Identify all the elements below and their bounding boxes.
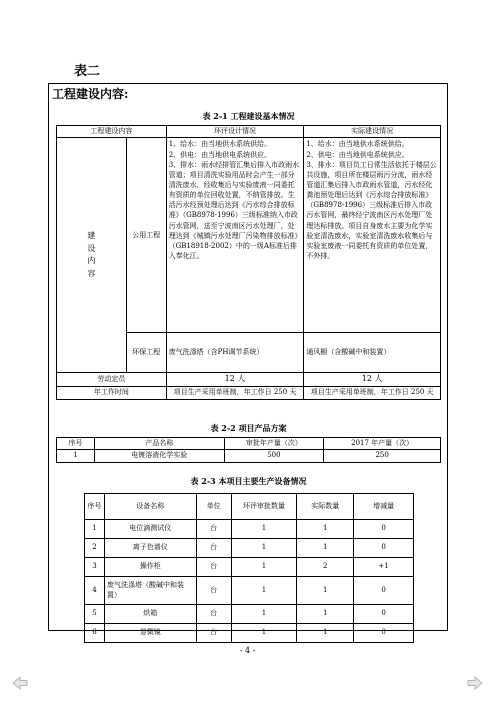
cell-approved: 1 — [231, 558, 297, 577]
table-row — [57, 138, 441, 333]
cell-name: 烘箱 — [104, 605, 196, 624]
table3-caption: 表 2-3 本项目主要生产设备情况 — [190, 476, 307, 486]
table2-caption: 表 2-2 项目产品方案 — [210, 423, 287, 433]
cell-actual: 2 — [297, 558, 354, 577]
cell-delta: 0 — [354, 539, 414, 558]
actual-cell: 通风橱（含酸碱中和装置） — [304, 333, 441, 373]
cell-actual: 1 — [297, 539, 354, 558]
header-cell: 产品名称 — [94, 438, 224, 450]
header-cell: 序号 — [57, 438, 95, 450]
cell-approved: 1 — [231, 577, 297, 605]
cell-unit: 台 — [196, 624, 231, 643]
design-cell: 废气洗涤塔（含PH调节系统） — [166, 333, 304, 373]
cell-no: 1 — [57, 450, 95, 462]
cell-actual: 250 — [324, 450, 441, 462]
cell-name: 电镀溶液化学实验 — [94, 450, 224, 462]
actual-cell: 项目生产采用单班制，年工作日 250 天 — [304, 387, 441, 399]
table-row — [57, 387, 441, 399]
actual-cell: 1、给水：由当地供水系统供给。 2、供电：由当地供电系统供应。 3、排水：项目员工日常生活依托于楼层公共设施，项目所在楼层雨污分流，雨水经管道汇集后排入市政雨水管道，污水经化粪池预处理后达到《污水综合排放标准》（GB8978-1996）三级标准后排入市政污水管网，最终经宁波南区污水处理厂处理达标排放。项目自身废水主要为化学实验室清洗废水，实验室清洗废水收集后与实验室废液一同委托有资质的单位处置，不外排。 — [304, 138, 441, 333]
cell-approved: 1 — [231, 539, 297, 558]
cell-delta: 0 — [354, 520, 414, 539]
cell-actual: 1 — [297, 605, 354, 624]
table-row — [85, 558, 414, 577]
cell-unit: 台 — [196, 520, 231, 539]
page-number: - 4 - — [239, 646, 256, 655]
cell-unit: 台 — [196, 539, 231, 558]
actual-cell: 12 人 — [304, 373, 441, 387]
table1-caption: 表 2-1 工程建设基本情况 — [202, 111, 295, 121]
arrow-right-icon[interactable] — [467, 676, 483, 690]
header-cell: 序号 — [85, 494, 105, 520]
header-cell: 设备名称 — [104, 494, 196, 520]
table-row — [85, 605, 414, 624]
equipment-table — [84, 493, 414, 643]
design-cell: 1、给水：由当地供水系统供给。 2、供电：由当地供电系统供应。 3、排水：雨水经排管汇集后排入市政雨水管道；项目清洗实验用品时会产生一部分清洗废水，经收集后与实验废液一同委托有资质的单位回收处置，不纳管排放。生活污水经预处理后达到《污水综合排放标准》（GB8978-1996）三级标准纳入市政污水管网，送至宁波南区污水处理厂，处理达到《城镇污水处理厂污染物排放标准》（GB18918-2002）中的一级A标准后排入奉化江。 — [166, 138, 304, 333]
cell-unit: 台 — [196, 577, 231, 605]
table-row — [85, 577, 414, 605]
cell-approved: 1 — [231, 520, 297, 539]
table-header-row — [85, 494, 414, 520]
section-title: 工程建设内容: — [52, 87, 129, 101]
header-cell: 环评审批数量 — [231, 494, 297, 520]
row-label: 年工作时间 — [57, 387, 167, 399]
header-cell: 单位 — [196, 494, 231, 520]
cell-name: 废气洗涤塔（酸碱中和装置） — [104, 577, 196, 605]
cell-actual: 1 — [297, 520, 354, 539]
cell-no: 6 — [85, 624, 105, 643]
cell-approved: 500 — [224, 450, 324, 462]
cell-delta: 0 — [354, 577, 414, 605]
page-heading: 表二 — [74, 64, 101, 79]
cell-name: 显微镜 — [104, 624, 196, 643]
row-label: 劳动定员 — [57, 373, 167, 387]
cell-delta: +1 — [354, 558, 414, 577]
cell-no: 1 — [85, 520, 105, 539]
header-cell: 工程建设内容 — [57, 126, 167, 138]
table-row — [85, 624, 414, 643]
cell-unit: 台 — [196, 558, 231, 577]
cell-name: 操作柜 — [104, 558, 196, 577]
cell-no: 3 — [85, 558, 105, 577]
cell-delta: 0 — [354, 624, 414, 643]
cell-no: 4 — [85, 577, 105, 605]
cell-actual: 1 — [297, 624, 354, 643]
header-cell: 实际数量 — [297, 494, 354, 520]
construction-table — [56, 125, 441, 400]
product-table — [56, 437, 441, 463]
design-cell: 12 人 — [166, 373, 304, 387]
cell-actual: 1 — [297, 577, 354, 605]
header-cell: 增减量 — [354, 494, 414, 520]
table-header-row — [57, 126, 441, 138]
table-row — [57, 450, 441, 462]
cell-unit: 台 — [196, 605, 231, 624]
cell-name: 电位滴测试仪 — [104, 520, 196, 539]
cell-no: 2 — [85, 539, 105, 558]
table-header-row — [57, 438, 441, 450]
arrow-left-icon[interactable] — [12, 676, 28, 690]
cell-name: 离子色谱仪 — [104, 539, 196, 558]
row-label: 公用工程 — [126, 138, 166, 333]
header-cell: 实际建设情况 — [304, 126, 441, 138]
table-row — [85, 520, 414, 539]
table-row — [57, 373, 441, 387]
cell-approved: 1 — [231, 605, 297, 624]
cell-approved: 1 — [231, 624, 297, 643]
group-label — [57, 138, 127, 373]
design-cell: 项目生产采用单班制，年工作日 250 天 — [166, 387, 304, 399]
header-cell: 2017 年产量（次） — [324, 438, 441, 450]
cell-no: 5 — [85, 605, 105, 624]
header-cell: 环评设计情况 — [166, 126, 304, 138]
cell-delta: 0 — [354, 605, 414, 624]
group-label-text: 建设内容 — [87, 230, 96, 279]
table-row — [85, 539, 414, 558]
row-label: 环保工程 — [126, 333, 166, 373]
header-cell: 审批年产量（次） — [224, 438, 324, 450]
